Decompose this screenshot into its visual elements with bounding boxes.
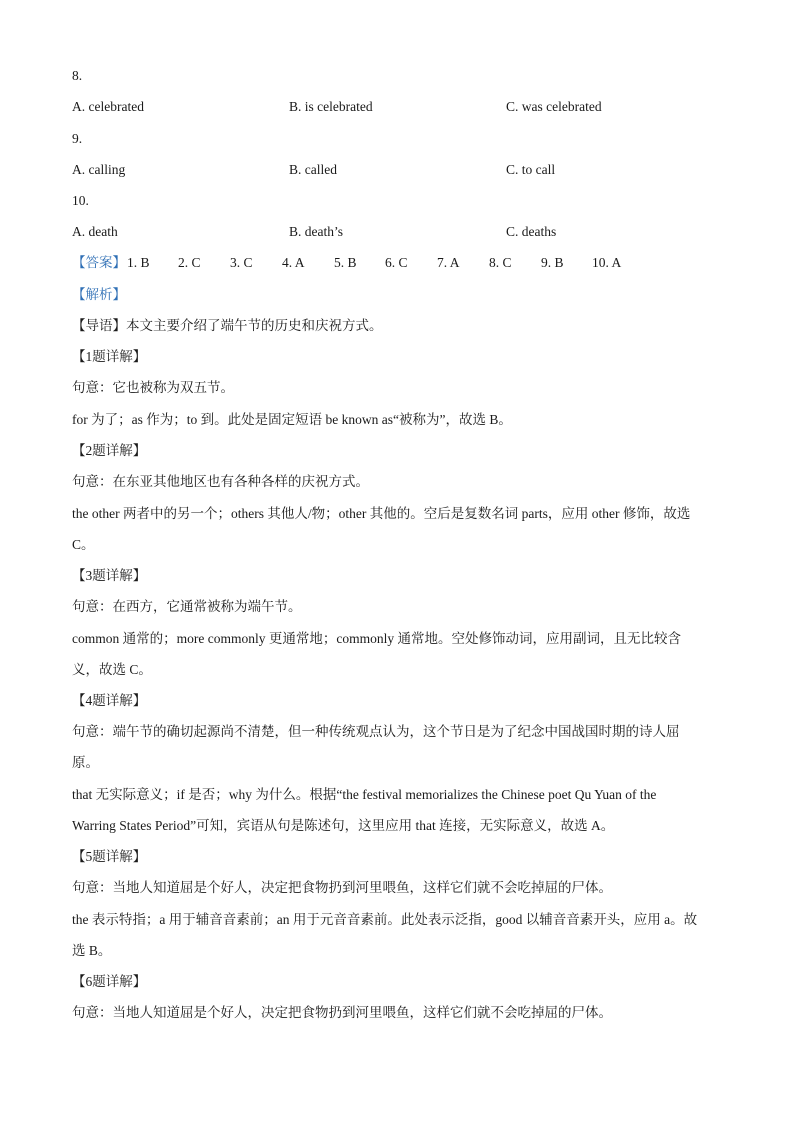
text-line: common 通常的；more commonly 更通常地；commonly 通常地。空处修饰动词，应用副词，且无比较含 (72, 631, 681, 646)
section-heading: 【3题详解】 (72, 568, 147, 583)
text-line: that 无实际意义；if 是否；why 为什么。根据“the festival memorializes the Chinese poet Qu Yuan of the (72, 787, 657, 802)
question-number: 8. (72, 68, 83, 83)
text-line: 义，故选 C。 (72, 662, 152, 677)
option-a: A. death (72, 224, 118, 239)
option-a: A. celebrated (72, 99, 144, 114)
option-c: C. was celebrated (506, 99, 602, 114)
section-heading: 【1题详解】 (72, 349, 147, 364)
text-line: C。 (72, 537, 95, 552)
answer-item: 8. C (489, 255, 512, 270)
section-heading: 【5题详解】 (72, 849, 147, 864)
answer-item: 4. A (282, 255, 305, 270)
answer-item: 1. B (127, 255, 150, 270)
answer-item: 6. C (385, 255, 408, 270)
answer-row (72, 254, 622, 272)
option-row (0, 161, 794, 179)
text-line: the 表示特指；a 用于辅音音素前；an 用于元音音素前。此处表示泛指，good 以辅音音素开头，应用 a。故 (72, 912, 698, 927)
option-c: C. to call (506, 162, 556, 177)
analysis-label: 【解析】 (72, 287, 126, 302)
option-a: A. calling (72, 162, 126, 177)
answer-item: 9. B (541, 255, 564, 270)
option-row (0, 223, 794, 241)
text-line: 选 B。 (72, 943, 112, 958)
text-line: 句意：在东亚其他地区也有各种各样的庆祝方式。 (72, 474, 369, 489)
answer-label: 【答案】 (72, 255, 126, 270)
answer-item: 2. C (178, 255, 201, 270)
text-line: the other 两者中的另一个；others 其他人/物；other 其他的。空后是复数名词 parts，应用 other 修饰，故选 (72, 506, 691, 521)
question-number: 9. (72, 131, 83, 146)
section-heading: 【4题详解】 (72, 693, 147, 708)
option-b: B. death’s (289, 224, 343, 239)
option-b: B. called (289, 162, 337, 177)
section-heading: 【2题详解】 (72, 443, 147, 458)
section-heading: 【6题详解】 (72, 974, 147, 989)
question-number: 10. (72, 193, 89, 208)
answer-item: 3. C (230, 255, 253, 270)
option-c: C. deaths (506, 224, 557, 239)
answer-item: 7. A (437, 255, 460, 270)
option-row (0, 98, 794, 116)
option-b: B. is celebrated (289, 99, 373, 114)
answer-item: 5. B (334, 255, 357, 270)
text-line: Warring States Period”可知，宾语从句是陈述句，这里应用 that 连接，无实际意义，故选 A。 (72, 818, 615, 833)
text-line: 句意：端午节的确切起源尚不清楚，但一种传统观点认为，这个节日是为了纪念中国战国时期的诗人屈 (72, 724, 680, 739)
text-line: 句意：在西方，它通常被称为端午节。 (72, 599, 302, 614)
text-line: 原。 (72, 755, 99, 770)
answer-item: 10. A (592, 255, 622, 270)
text-line: 句意：它也被称为双五节。 (72, 380, 234, 395)
text-line: 句意：当地人知道屈是个好人，决定把食物扔到河里喂鱼，这样它们就不会吃掉屈的尸体。 (72, 880, 612, 895)
text-line: 句意：当地人知道屈是个好人，决定把食物扔到河里喂鱼，这样它们就不会吃掉屈的尸体。 (72, 1005, 612, 1020)
intro-line: 【导语】本文主要介绍了端午节的历史和庆祝方式。 (72, 318, 383, 333)
text-line: for 为了；as 作为；to 到。此处是固定短语 be known as“被称为”，故选 B。 (72, 412, 512, 427)
